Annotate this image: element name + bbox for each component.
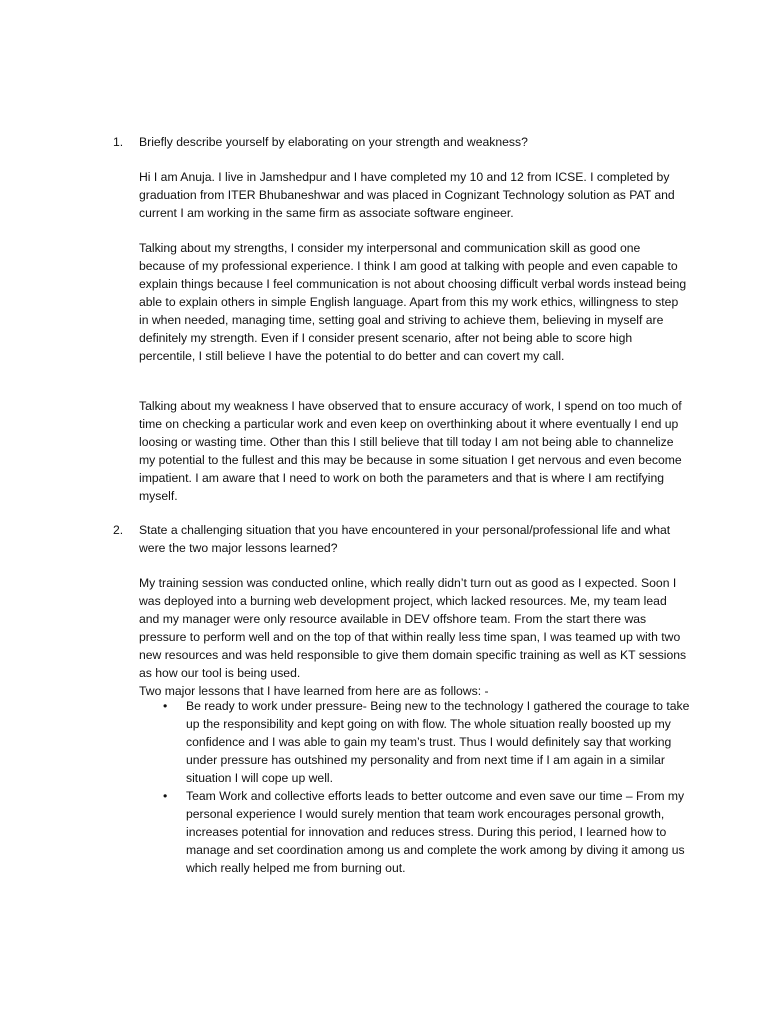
bullet-icon: •: [163, 699, 168, 713]
answer-2-situation: [139, 574, 687, 700]
answer-1-weakness: [139, 397, 687, 505]
paragraph: My training session was conducted online, which really didn’t turn out as good as I expected. Soon I was deployed into a burning web development project, which lacked resources. Me, my team lead and my manager were only resource available in DEV offshore team. From the start there was pressure to perform well and on the top of that within really less time span, I was teamed up with two new resources and was held responsible to give them domain specific training as well as KT sessions as how our tool is being used.: [139, 576, 687, 680]
list-item-text: Team Work and collective efforts leads to better outcome and even save our time – From my personal experience I would surely mention that team work encourages personal growth, increases potential for innovation and reduces stress. During this period, I learned how to manage and set coordination among us and complete the work among by diving it among us which really helped me from burning out.: [186, 789, 685, 875]
list-item: [163, 787, 693, 877]
question-number: 1.: [113, 135, 124, 149]
question-text: Briefly describe yourself by elaborating on your strength and weakness?: [139, 135, 528, 149]
paragraph: Talking about my weakness I have observed that to ensure accuracy of work, I spend on too much of time on checking a particular work and even keep on overthinking about it where eventually I end up loosing or wasting time. Other than this I still believe that till today I am not being able to channelize my potential to the fullest and this may be because in some situation I get nervous and even become impatient. I am aware that I need to work on both the parameters and that is where I am rectifying myself.: [139, 399, 682, 503]
list-item-text: Be ready to work under pressure- Being new to the technology I gathered the courage to take up the responsibility and kept going on with flow. The whole situation really boosted up my confidence and I was able to gain my team’s trust. Thus I would definitely say that working under pressure has outshined my personality and from next time if I am again in a similar situation I will cope up well.: [186, 699, 690, 785]
question-number: 2.: [113, 523, 124, 537]
answer-1-strengths: [139, 239, 687, 365]
list-item: [163, 697, 693, 787]
question-text: State a challenging situation that you have encountered in your personal/professional life and what were the two major lessons learned?: [139, 523, 671, 555]
paragraph: Hi I am Anuja. I live in Jamshedpur and I have completed my 10 and 12 from ICSE. I completed by graduation from ITER Bhubaneshwar and was placed in Cognizant Technology solution as PAT and current I am working in the same firm as associate software engineer.: [139, 170, 675, 220]
lessons-intro: Two major lessons that I have learned from here are as follows: -: [139, 684, 489, 698]
lessons-list: [163, 697, 693, 877]
bullet-icon: •: [163, 789, 168, 803]
paragraph: Talking about my strengths, I consider my interpersonal and communication skill as good one because of my professional experience. I think I am good at talking with people and even capable to explain things because I feel communication is not about choosing difficult verbal words instead being able to explain others in simple English language. Apart from this my work ethics, willingness to step in when needed, managing time, setting goal and striving to achieve them, believing in myself are definitely my strength. Even if I consider present scenario, after not being able to score high percentile, I still believe I have the potential to do better and can covert my call.: [139, 241, 687, 363]
answer-1-intro: [139, 168, 687, 222]
